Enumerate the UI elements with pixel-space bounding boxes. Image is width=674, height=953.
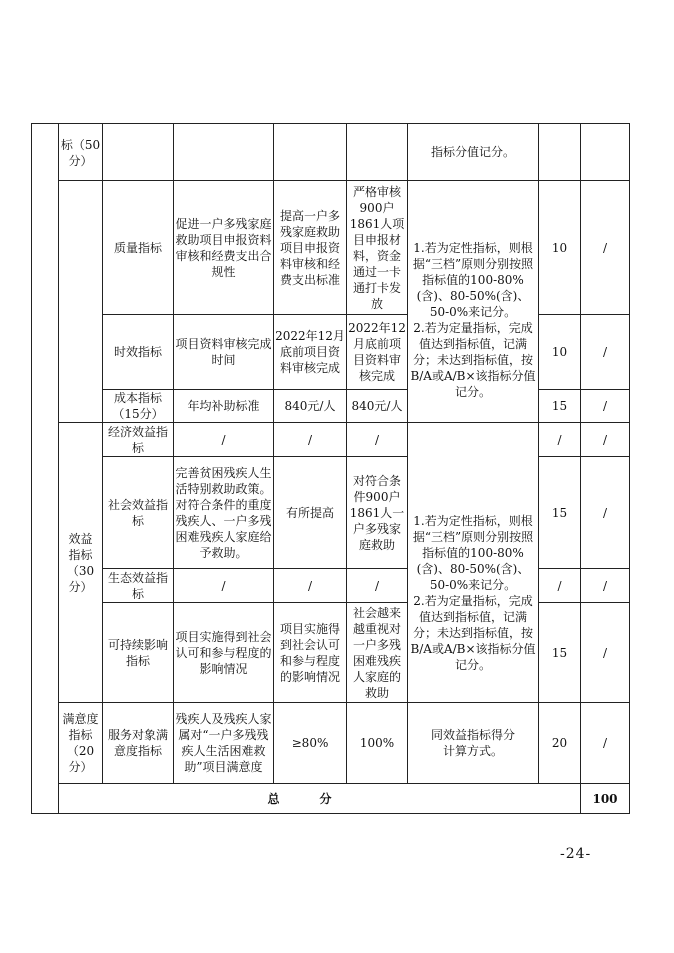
level3-cost: 年均补助标准 (174, 390, 274, 423)
criteria-satisfaction: 同效益指标得分计算方式。 (408, 703, 539, 784)
level3-sustainable: 项目实施得到社会认可和参与程度的影响情况 (174, 603, 274, 703)
table-row-total (32, 784, 630, 814)
level2-social: 社会效益指标 (103, 457, 174, 569)
actual-timeliness: 2022年12月底前项目资料审核完成 (347, 315, 408, 390)
level2-timeliness: 时效指标 (103, 315, 174, 390)
total-score: 100 (581, 784, 630, 814)
level1-benefit: 效益指标（30分） (59, 423, 103, 703)
level0-blank-cell (32, 124, 59, 814)
level3-satisfaction: 残疾人及残疾人家属对“一户多残残疾人生活困难救助”项目满意度 (174, 703, 274, 784)
level2-sustainable: 可持续影响指标 (103, 603, 174, 703)
deduct-satisfaction: / (581, 703, 630, 784)
deduct-timeliness: / (581, 315, 630, 390)
score-cost: 15 (539, 390, 581, 423)
target-economic: / (274, 423, 347, 457)
table-row-output-continued (32, 124, 630, 181)
criteria-output-line2: 2.若为定量指标，完成值达到指标值，记满分；未达到指标值，按B/A或A/B×该指标分值记分。 (410, 320, 536, 399)
score-quality: 10 (539, 181, 581, 315)
deduct-cost: / (581, 390, 630, 423)
level2-satisfaction: 服务对象满意度指标 (103, 703, 174, 784)
level1-output-fragment: 标（50分） (59, 124, 103, 181)
score-timeliness: 10 (539, 315, 581, 390)
target-sustainable: 项目实施得到社会认可和参与程度的影响情况 (274, 603, 347, 703)
actual-social: 对符合条件900户1861人一户多残家庭救助 (347, 457, 408, 569)
table-row-timeliness (32, 315, 630, 390)
actual-ecological: / (347, 569, 408, 603)
level2-cost: 成本指标（15分） (103, 390, 174, 423)
table-row-economic (32, 423, 630, 457)
score-sustainable: 15 (539, 603, 581, 703)
actual-satisfaction: 100% (347, 703, 408, 784)
score-social: 15 (539, 457, 581, 569)
deduct-sustainable: / (581, 603, 630, 703)
deduct-quality: / (581, 181, 630, 315)
performance-indicator-table (31, 123, 630, 814)
target-quality: 提高一户多残家庭救助项目申报资料审核和经费支出标准 (274, 181, 347, 315)
target-satisfaction: ≥80% (274, 703, 347, 784)
score-satisfaction: 20 (539, 703, 581, 784)
score-economic: / (539, 423, 581, 457)
total-label: 总分 (59, 784, 581, 814)
table-row-satisfaction (32, 703, 630, 784)
level3-social: 完善贫困残疾人生活特别救助政策。对符合条件的重度残疾人、一户多残困难残疾人家庭给予救助。 (174, 457, 274, 569)
actual-cost: 840元/人 (347, 390, 408, 423)
table-row-quality (32, 181, 630, 315)
level3-timeliness: 项目资料审核完成时间 (174, 315, 274, 390)
score-ecological: / (539, 569, 581, 603)
table-row-social (32, 457, 630, 569)
actual-economic: / (347, 423, 408, 457)
target-ecological: / (274, 569, 347, 603)
level2-ecological: 生态效益指标 (103, 569, 174, 603)
criteria-tail: 指标分值记分。 (408, 124, 539, 181)
table-row-cost (32, 390, 630, 423)
level3-economic: / (174, 423, 274, 457)
level2-quality: 质量指标 (103, 181, 174, 315)
table-row-ecological (32, 569, 630, 603)
level3-quality: 促进一户多残家庭救助项目申报资料审核和经费支出合规性 (174, 181, 274, 315)
level1-satisfaction: 满意度指标（20分） (59, 703, 103, 784)
criteria-benefit-line2: 2.若为定量指标，完成值达到指标值，记满分；未达到指标值，按B/A或A/B×该指标分值记分。 (410, 594, 536, 672)
actual-quality: 严格审核900户1861人项目申报材料，资金通过一卡通打卡发放 (347, 181, 408, 315)
criteria-output (408, 181, 539, 423)
target-cost: 840元/人 (274, 390, 347, 423)
table-row-sustainable (32, 603, 630, 703)
criteria-benefit (408, 423, 539, 703)
actual-sustainable: 社会越来越重视对一户多残困难残疾人家庭的救助 (347, 603, 408, 703)
target-timeliness: 2022年12月底前项目资料审核完成 (274, 315, 347, 390)
deduct-social: / (581, 457, 630, 569)
level2-economic: 经济效益指标 (103, 423, 174, 457)
level3-ecological: / (174, 569, 274, 603)
target-social: 有所提高 (274, 457, 347, 569)
deduct-economic: / (581, 423, 630, 457)
criteria-output-line1: 1.若为定性指标，则根据“三档”原则分别按照指标值的100-80%(含)、80-50%(含)、50-0%来记分。 (412, 240, 534, 319)
deduct-ecological: / (581, 569, 630, 603)
page-number: -24- (560, 846, 592, 862)
criteria-benefit-line1: 1.若为定性指标，则根据“三档”原则分别按照指标值的100-80%(含)、80-50%(含)、50-0%来记分。 (412, 514, 534, 592)
